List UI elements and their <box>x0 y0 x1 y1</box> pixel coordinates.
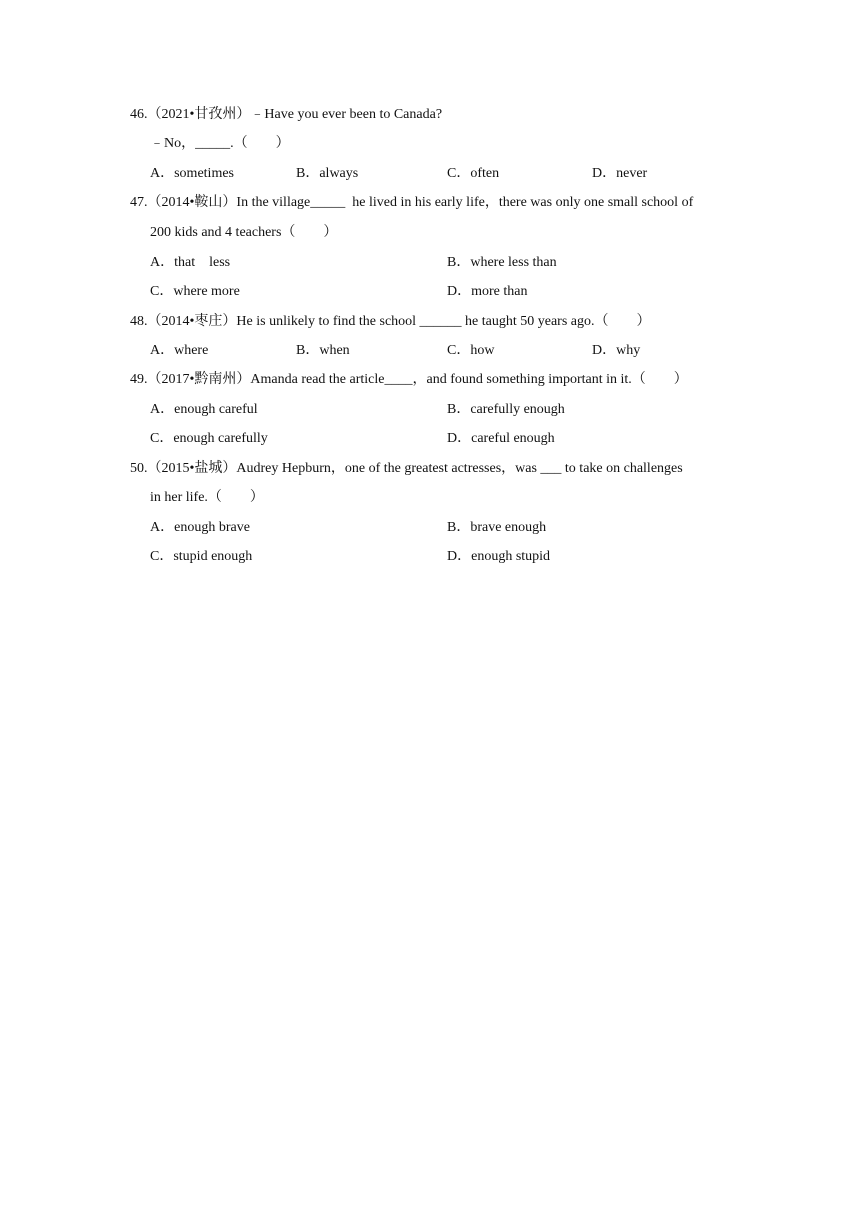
question-50-option-d[interactable]: D．enough stupid <box>447 549 551 564</box>
question-49-option-b[interactable]: B．carefully enough <box>447 402 565 417</box>
question-48-stem: 48.（2014•枣庄）He is unlikely to find the school ______ he taught 50 years ago.（ ） <box>130 314 651 329</box>
question-50-stem-continued: in her life.（ ） <box>150 490 264 505</box>
question-49-option-c[interactable]: C．enough carefully <box>150 431 268 446</box>
question-50-stem: 50.（2015•盐城）Audrey Hepburn，one of the greatest actresses，was ___ to take on challenges <box>130 461 683 476</box>
question-46-answer-line: ﹣No，_____.（ ） <box>150 136 290 151</box>
question-48-option-d[interactable]: D．why <box>592 343 641 358</box>
question-49-option-d[interactable]: D．careful enough <box>447 431 555 446</box>
question-46-option-a[interactable]: A．sometimes <box>150 166 234 181</box>
question-48-option-a[interactable]: A．where <box>150 343 209 358</box>
question-46-stem: 46.（2021•甘孜州）﹣Have you ever been to Canada? <box>130 107 443 122</box>
question-47-option-a[interactable]: A．that less <box>150 255 231 270</box>
question-46-option-b[interactable]: B．always <box>296 166 359 181</box>
question-50-option-c[interactable]: C．stupid enough <box>150 549 253 564</box>
question-47-option-d[interactable]: D．more than <box>447 284 528 299</box>
question-49-option-a[interactable]: A．enough careful <box>150 402 258 417</box>
question-46-option-d[interactable]: D．never <box>592 166 648 181</box>
question-50-option-a[interactable]: A．enough brave <box>150 520 250 535</box>
question-47-stem: 47.（2014•鞍山）In the village_____ he lived in his early life，there was only one small school of <box>130 195 694 210</box>
question-50-option-b[interactable]: B．brave enough <box>447 520 547 535</box>
question-47-option-c[interactable]: C．where more <box>150 284 240 299</box>
question-47-stem-continued: 200 kids and 4 teachers（ ） <box>150 225 338 240</box>
question-47-option-b[interactable]: B．where less than <box>447 255 557 270</box>
question-48-option-c[interactable]: C．how <box>447 343 495 358</box>
question-48-option-b[interactable]: B．when <box>296 343 350 358</box>
question-46-option-c[interactable]: C．often <box>447 166 500 181</box>
question-49-stem: 49.（2017•黔南州）Amanda read the article____，and found something important in it.（ ） <box>130 372 688 387</box>
